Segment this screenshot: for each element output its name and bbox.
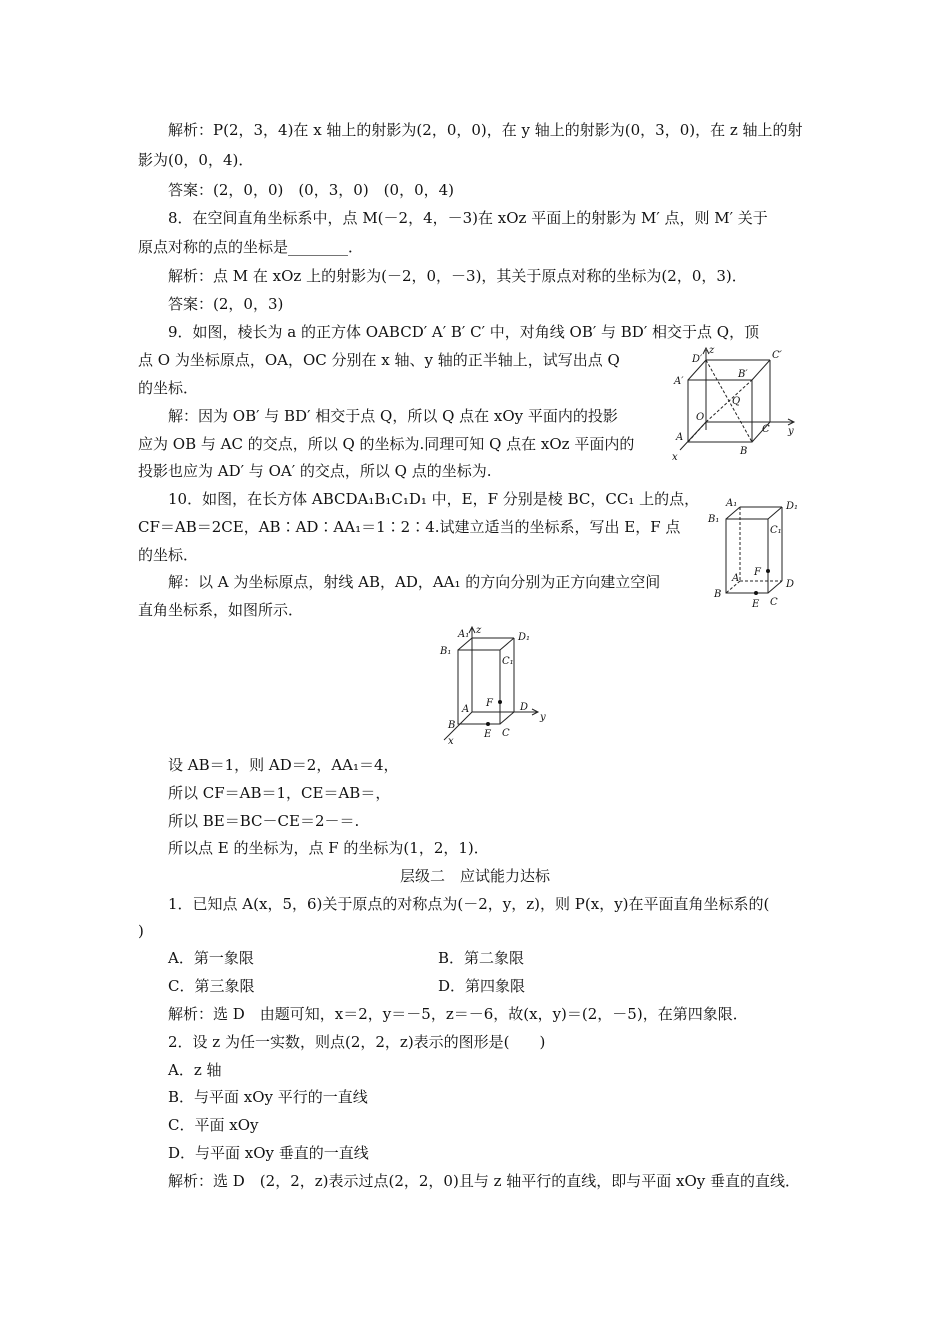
option-a: A．z 轴	[168, 1061, 222, 1079]
text-line: 解析：P(2，3，4)在 x 轴上的射影为(2，0，0)，在 y 轴上的射影为(0，3，0)，在 z 轴上的射	[168, 121, 803, 139]
label: B	[714, 589, 722, 600]
label: A₁	[458, 629, 470, 640]
text-line: 原点对称的点的坐标是________．	[138, 238, 364, 256]
text-line: 投影也应为 AD′ 与 OA′ 的交点，所以 Q 点的坐标为.	[138, 462, 492, 480]
text-line: 的坐标．	[138, 546, 199, 564]
label: B₁	[440, 646, 452, 657]
label: A₁	[726, 498, 738, 509]
label: A	[732, 573, 740, 584]
question-1: 1．已知点 A(x，5，6)关于原点的对称点为(－2，y，z)，则 P(x，y)在平面直角坐标系的(	[168, 895, 770, 913]
label: F	[754, 567, 761, 578]
text-line: 答案：(2，0，3)	[168, 295, 284, 313]
question-2: 2．设 z 为任一实数，则点(2，2，z)表示的图形是( )	[168, 1033, 546, 1051]
label: O	[696, 412, 705, 423]
label: E	[484, 729, 492, 740]
text-line: 所以 BE＝BC－CE＝2－＝.	[168, 812, 360, 830]
label: A′	[674, 376, 684, 387]
label: B	[448, 720, 456, 731]
label: D′	[692, 354, 703, 365]
label: x	[448, 736, 454, 746]
label: C	[502, 728, 510, 739]
text-line: 点 O 为坐标原点，OA，OC 分别在 x 轴、y 轴的正半轴上，试写出点 Q	[138, 351, 620, 369]
label: D₁	[518, 632, 531, 643]
label: z	[709, 345, 715, 356]
label: F	[486, 698, 493, 709]
text-line: 直角坐标系，如图所示．	[138, 601, 304, 619]
option-a: A．第一象限	[168, 949, 254, 967]
label: C	[762, 424, 770, 435]
box-figure	[706, 497, 816, 613]
option-d: D．与平面 xOy 垂直的一直线	[168, 1144, 369, 1162]
cube-figure	[666, 342, 806, 462]
text-line: 8．在空间直角坐标系中，点 M(－2，4，－3)在 xOz 平面上的射影为 M′ 点，则 M′ 关于	[168, 209, 768, 227]
box-axes-figure	[436, 624, 556, 746]
label: y	[788, 426, 794, 437]
text-line: 影为(0，0，4)．	[138, 151, 254, 169]
label: E	[752, 599, 760, 610]
text-line: 应为 OB 与 AC 的交点，所以 Q 的坐标为.同理可知 Q 点在 xOz 平面内的	[138, 435, 635, 453]
text-line: 10．如图，在长方体 ABCDA₁B₁C₁D₁ 中，E，F 分别是棱 BC，CC₁ 上的点，	[168, 490, 700, 508]
label: C₁	[502, 656, 514, 667]
label: D	[786, 579, 795, 590]
label: y	[540, 712, 546, 723]
label: Q	[732, 396, 741, 407]
answer-2: 解析：选 D (2，2，z)表示过点(2，2，0)且与 z 轴平行的直线，即与平面 xOy 垂直的直线．	[168, 1172, 801, 1190]
option-d: D．第四象限	[438, 977, 526, 995]
text-line: CF＝AB＝2CE，AB∶AD∶AA₁＝1∶2∶4.试建立适当的坐标系，写出 E，F 点	[138, 518, 681, 536]
label: B	[740, 446, 748, 457]
section-title: 层级二 应试能力达标	[399, 867, 550, 885]
label: C₁	[770, 525, 782, 536]
text-line: 设 AB＝1，则 AD＝2，AA₁＝4，	[168, 756, 399, 774]
label: A	[676, 432, 684, 443]
text-line: 所以点 E 的坐标为，点 F 的坐标为(1，2，1)．	[168, 839, 489, 857]
label: x	[672, 452, 678, 462]
option-b: B．与平面 xOy 平行的一直线	[168, 1088, 368, 1106]
label: D₁	[786, 501, 799, 512]
answer-1: 解析：选 D 由题可知，x＝2，y＝－5，z＝－6，故(x，y)＝(2，－5)，在第四象限．	[168, 1005, 748, 1023]
label: C	[770, 597, 778, 608]
option-b: B．第二象限	[438, 949, 525, 967]
text-line: 9．如图，棱长为 a 的正方体 OABCD′ A′ B′ C′ 中，对角线 OB′ 与 BD′ 相交于点 Q，顶	[168, 323, 760, 341]
label: D	[520, 702, 529, 713]
text-line: 解析：点 M 在 xOz 上的射影为(－2，0，－3)，其关于原点对称的坐标为(2，0，3)．	[168, 267, 747, 285]
text-line: 答案：(2，0，0) (0，3，0) (0，0，4)	[168, 181, 455, 199]
question-1-tail: )	[138, 922, 144, 940]
text-line: 所以 CF＝AB＝1，CE＝AB＝，	[168, 784, 391, 802]
text-line: 的坐标．	[138, 379, 199, 397]
label: B₁	[708, 514, 720, 525]
label: z	[476, 625, 482, 636]
option-c: C．平面 xOy	[168, 1116, 259, 1134]
label: A	[462, 704, 470, 715]
label: B′	[738, 369, 748, 380]
text-line: 解：因为 OB′ 与 BD′ 相交于点 Q，所以 Q 点在 xOy 平面内的投影	[168, 407, 618, 425]
text-line: 解：以 A 为坐标原点，射线 AB，AD，AA₁ 的方向分别为正方向建立空间	[168, 573, 661, 591]
option-c: C．第三象限	[168, 977, 255, 995]
label: C′	[772, 350, 782, 361]
